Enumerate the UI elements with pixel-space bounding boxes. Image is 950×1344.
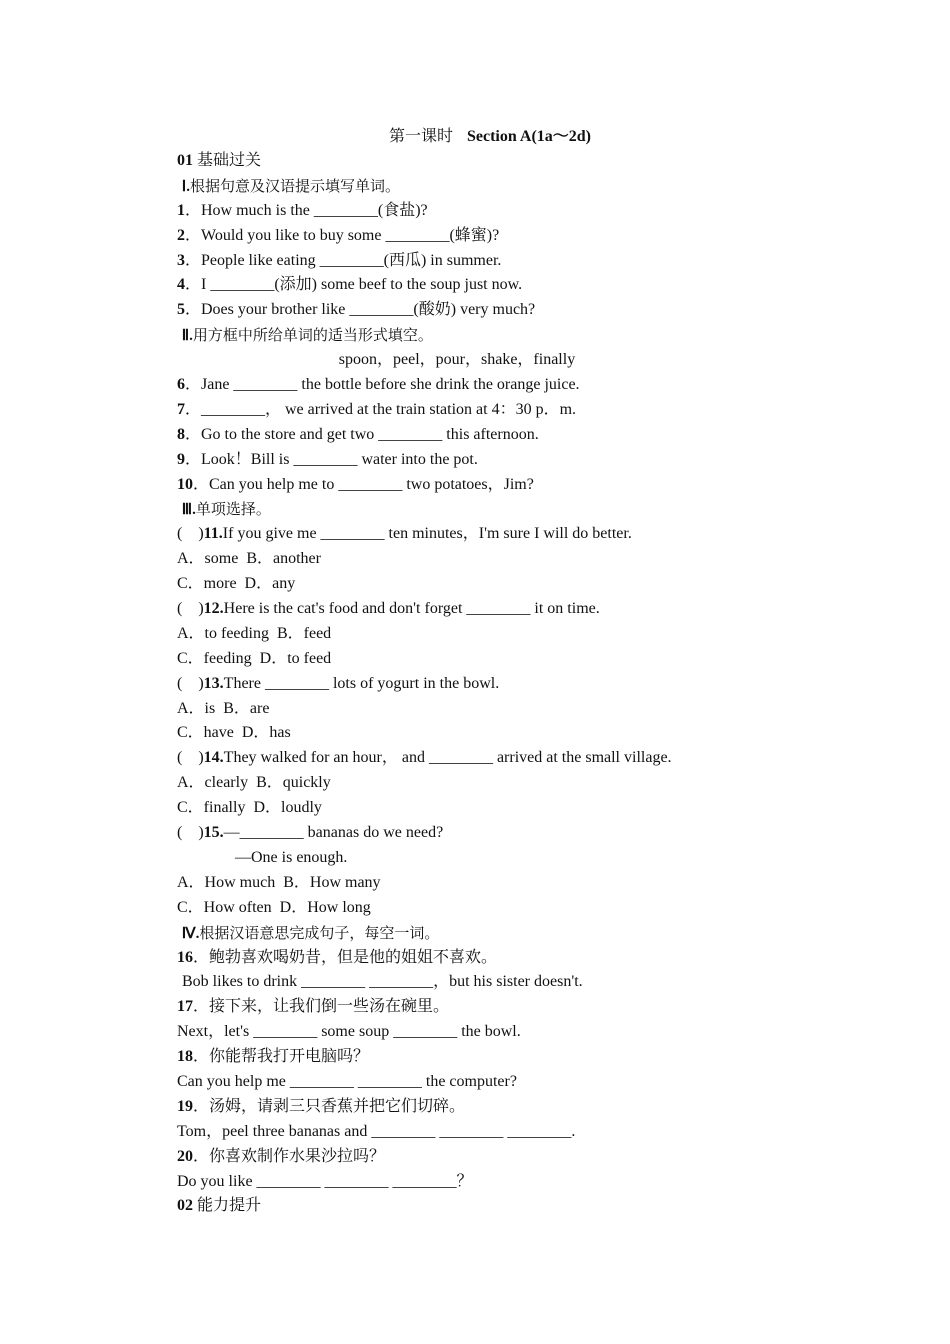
- question-8: 8．Go to the store and get two ________ this afternoon.: [177, 425, 539, 443]
- options-15-ab: A．How much B．How many: [177, 873, 381, 891]
- question-17-cn: 17．接下来，让我们倒一些汤在碗里。: [177, 998, 450, 1016]
- question-3: 3．People like eating ________(西瓜) in summer.: [177, 251, 502, 269]
- question-5: 5．Does your brother like ________(酸奶) very much?: [177, 301, 536, 319]
- question-13: ( )13.There ________ lots of yogurt in the bowl.: [177, 674, 500, 692]
- question-9: 9．Look！Bill is ________ water into the pot.: [177, 450, 478, 468]
- section-heading-3: Ⅲ.单项选择。: [181, 500, 271, 519]
- options-14-cd: C．finally D．loudly: [177, 799, 322, 817]
- question-14: ( )14.They walked for an hour， and ________ arrived at the small village.: [177, 749, 672, 767]
- question-10: 10．Can you help me to ________ two potatoes，Jim?: [177, 475, 534, 493]
- question-11: ( )11.If you give me ________ ten minutes，I'm sure I will do better.: [177, 525, 632, 543]
- question-1: 1．How much is the ________(食盐)?: [177, 201, 428, 219]
- options-13-cd: C．have D．has: [177, 724, 291, 742]
- question-19-en: Tom，peel three bananas and ________ ________ ________.: [177, 1122, 576, 1140]
- page-title: 第一课时 Section A(1a～2d): [388, 128, 592, 145]
- question-16-cn: 16．鲍勃喜欢喝奶昔，但是他的姐姐不喜欢。: [177, 948, 498, 966]
- word-box: spoon，peel，pour，shake，finally: [338, 351, 576, 369]
- section-heading-4: Ⅳ.根据汉语意思完成句子，每空一词。: [181, 923, 440, 942]
- part-heading-02: 02 能力提升: [177, 1197, 262, 1215]
- question-20-en: Do you like ________ ________ ________？: [177, 1172, 473, 1190]
- options-11-ab: A．some B．another: [177, 550, 321, 568]
- part-heading-01: 01 基础过关: [177, 152, 262, 169]
- question-12: ( )12.Here is the cat's food and don't forget ________ it on time.: [177, 600, 600, 618]
- options-12-cd: C．feeding D．to feed: [177, 649, 332, 667]
- question-6: 6．Jane ________ the bottle before she drink the orange juice.: [177, 376, 580, 394]
- options-13-ab: A．is B．are: [177, 699, 270, 717]
- options-11-cd: C．more D．any: [177, 575, 296, 593]
- reply-15: —One is enough.: [235, 848, 348, 866]
- section-heading-1: Ⅰ.根据句意及汉语提示填写单词。: [181, 176, 400, 195]
- question-16-en: Bob likes to drink ________ ________，but his sister doesn't.: [182, 973, 583, 991]
- options-12-ab: A．to feeding B．feed: [177, 624, 332, 642]
- question-18-en: Can you help me ________ ________ the computer?: [177, 1072, 517, 1090]
- question-18-cn: 18．你能帮我打开电脑吗？: [177, 1048, 370, 1066]
- options-14-ab: A．clearly B．quickly: [177, 774, 331, 792]
- options-15-cd: C．How often D．How long: [177, 898, 371, 916]
- question-4: 4．I ________(添加) some beef to the soup just now.: [177, 276, 523, 294]
- question-20-cn: 20．你喜欢制作水果沙拉吗？: [177, 1147, 386, 1165]
- section-heading-2: Ⅱ.用方框中所给单词的适当形式填空。: [181, 326, 433, 345]
- question-15: ( )15.—________ bananas do we need?: [177, 824, 444, 842]
- question-2: 2．Would you like to buy some ________(蜂蜜)?: [177, 226, 500, 244]
- question-7: 7．________， we arrived at the train station at 4：30 p．m.: [177, 400, 577, 418]
- question-19-cn: 19．汤姆，请剥三只香蕉并把它们切碎。: [177, 1097, 466, 1115]
- worksheet: [177, 124, 737, 1219]
- question-17-en: Next，let's ________ some soup ________ the bowl.: [177, 1023, 521, 1041]
